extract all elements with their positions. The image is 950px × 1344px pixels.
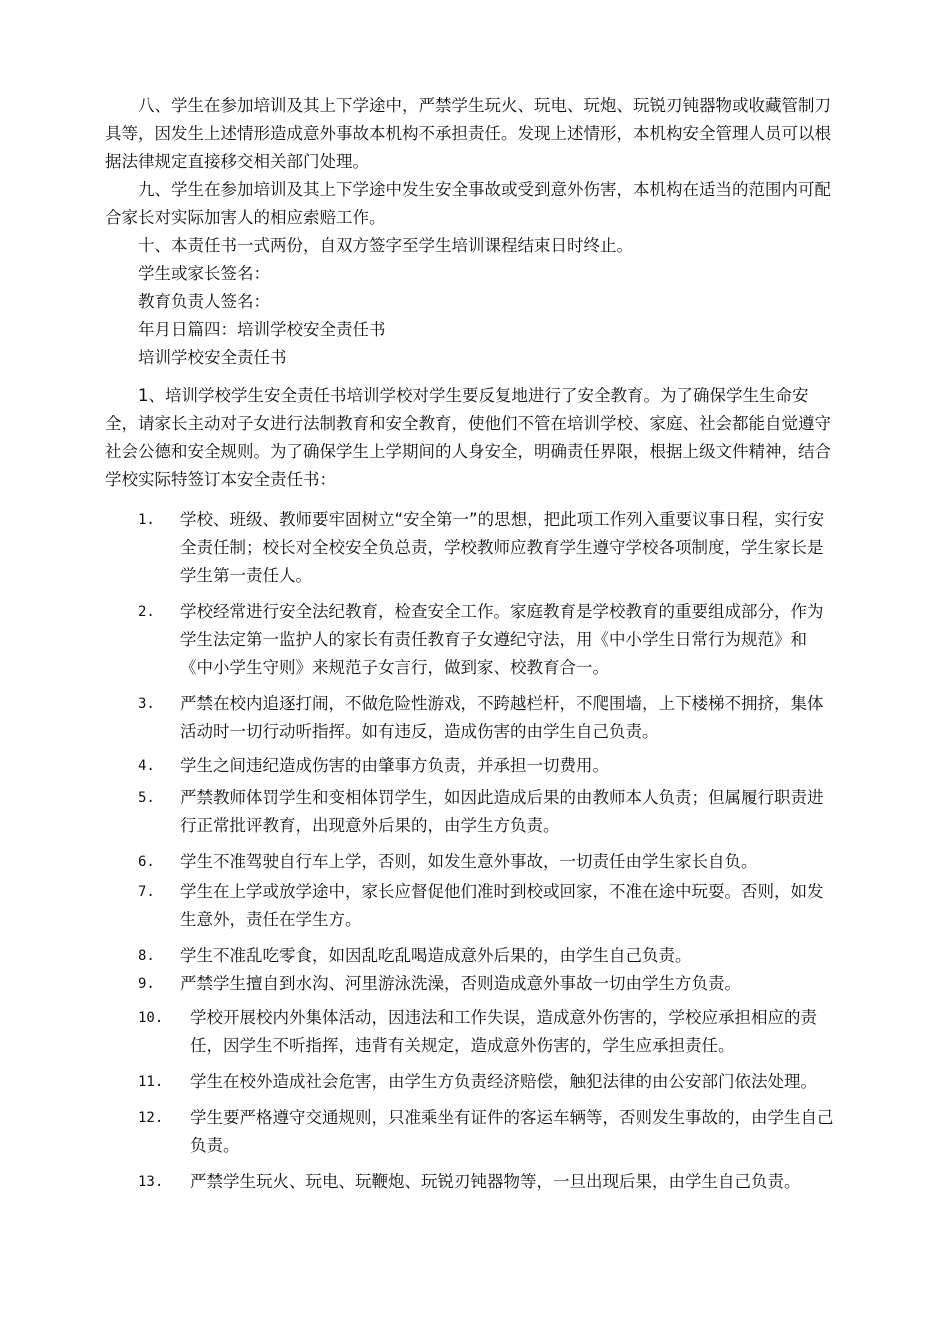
- list-item-number: 2.: [138, 604, 155, 620]
- paragraph-nine: 九、学生在参加培训及其上下学途中发生安全事故或受到意外伤害，本机构在适当的范围内可配合家长对实际加害人的相应索赔工作。: [105, 180, 831, 227]
- list-item-text: 学校开展校内外集体活动，因违法和工作失误，造成意外伤害的，学校应承担相应的责任，因学生不听指挥，违背有关规定，造成意外伤害的，学生应承担责任。: [190, 1008, 817, 1055]
- list-item-text: 学生不准乱吃零食，如因乱吃乱喝造成意外后果的，由学生自己负责。: [180, 946, 692, 965]
- paragraph-eight: 八、学生在参加培训及其上下学途中，严禁学生玩火、玩电、玩炮、玩锐刃钝器物或收藏管制刀具等，因发生上述情形造成意外事故本机构不承担责任。发现上述情形，本机构安全管理人员可以根据法律规定直接移交相关部门处理。: [105, 96, 831, 171]
- document-heading: 培训学校安全责任书: [138, 348, 287, 367]
- intro-paragraph: 1、培训学校学生安全责任书培训学校对学生要反复地进行了安全教育。为了确保学生生命安全，请家长主动对子女进行法制教育和安全教育，使他们不管在培训学校、家庭、社会都能自觉遵守社会公德和安全规则。为了确保学生上学期间的人身安全，明确责任界限，根据上级文件精神，结合学校实际特签订本安全责任书：: [105, 386, 831, 489]
- list-item-text: 学校经常进行安全法纪教育，检查安全工作。家庭教育是学校教育的重要组成部分，作为学生法定第一监护人的家长有责任教育子女遵纪守法，用《中小学生日常行为规范》和《中小学生守则》来规范子女言行，做到家、校教育合一。: [180, 602, 824, 677]
- list-item: [138, 690, 838, 746]
- document-body: [105, 92, 838, 1196]
- list-item-text: 严禁学生擅自到水沟、河里游泳洗澡，否则造成意外事故一切由学生方负责。: [180, 974, 741, 993]
- list-item-text: 学生在上学或放学途中，家长应督促他们准时到校或回家，不准在途中玩耍。否则，如发生意外，责任在学生方。: [180, 882, 824, 929]
- list-item-text: 学生之间违纪造成伤害的由肇事方负责，并承担一切费用。: [180, 756, 609, 775]
- list-item: [138, 1068, 838, 1096]
- list-item-number: 9.: [138, 976, 155, 992]
- list-item: [138, 970, 838, 998]
- list-item-number: 12.: [138, 1110, 164, 1126]
- list-item-text: 学校、班级、教师要牢固树立“安全第一”的思想，把此项工作列入重要议事日程，实行安全责任制；校长对全校安全负总责，学校教师应教育学生遵守学校各项制度，学生家长是学生第一责任人。: [180, 510, 825, 585]
- list-item-number: 1.: [138, 512, 155, 528]
- list-item: [138, 1168, 838, 1196]
- list-item: [138, 1104, 838, 1160]
- list-item-text: 学生在校外造成社会危害，由学生方负责经济赔偿，触犯法律的由公安部门依法处理。: [190, 1072, 817, 1091]
- list-item-number: 7.: [138, 884, 155, 900]
- date-section-line: 年月日篇四：培训学校安全责任书: [138, 320, 386, 339]
- signature-student-line: 学生或家长签名：: [138, 264, 270, 283]
- list-item-number: 3.: [138, 696, 155, 712]
- signature-teacher-line: 教育负责人签名：: [138, 292, 270, 311]
- list-item: [138, 848, 838, 876]
- list-item: [138, 878, 838, 934]
- list-item: [138, 506, 838, 590]
- list-item-number: 6.: [138, 854, 155, 870]
- rules-list: [138, 506, 838, 1196]
- list-item-text: 严禁学生玩火、玩电、玩鞭炮、玩锐刃钝器物等，一旦出现后果，由学生自己负责。: [190, 1172, 801, 1191]
- list-item-number: 11.: [138, 1074, 164, 1090]
- list-item-text: 严禁在校内追逐打闹，不做危险性游戏，不跨越栏杆，不爬围墙，上下楼梯不拥挤，集体活动时一切行动听指挥。如有违反，造成伤害的由学生自己负责。: [180, 694, 824, 741]
- list-item-number: 10.: [138, 1010, 164, 1026]
- paragraph-ten: 十、本责任书一式两份，自双方签字至学生培训课程结束日时终止。: [138, 236, 633, 255]
- list-item-text: 学生不准驾驶自行车上学，否则，如发生意外事故，一切责任由学生家长自负。: [180, 852, 758, 871]
- list-item-number: 4.: [138, 758, 155, 774]
- list-item: [138, 752, 838, 780]
- list-item-text: 学生要严格遵守交通规则，只准乘坐有证件的客运车辆等，否则发生事故的，由学生自己负责。: [190, 1108, 834, 1155]
- list-item: [138, 1004, 838, 1060]
- list-item-text: 严禁教师体罚学生和变相体罚学生，如因此造成后果的由教师本人负责；但属履行职责进行正常批评教育，出现意外后果的，由学生方负责。: [180, 788, 824, 835]
- list-item-number: 13.: [138, 1174, 164, 1190]
- list-item: [138, 598, 838, 682]
- list-item: [138, 784, 838, 840]
- list-item: [138, 942, 838, 970]
- list-item-number: 8.: [138, 948, 155, 964]
- list-item-number: 5.: [138, 790, 155, 806]
